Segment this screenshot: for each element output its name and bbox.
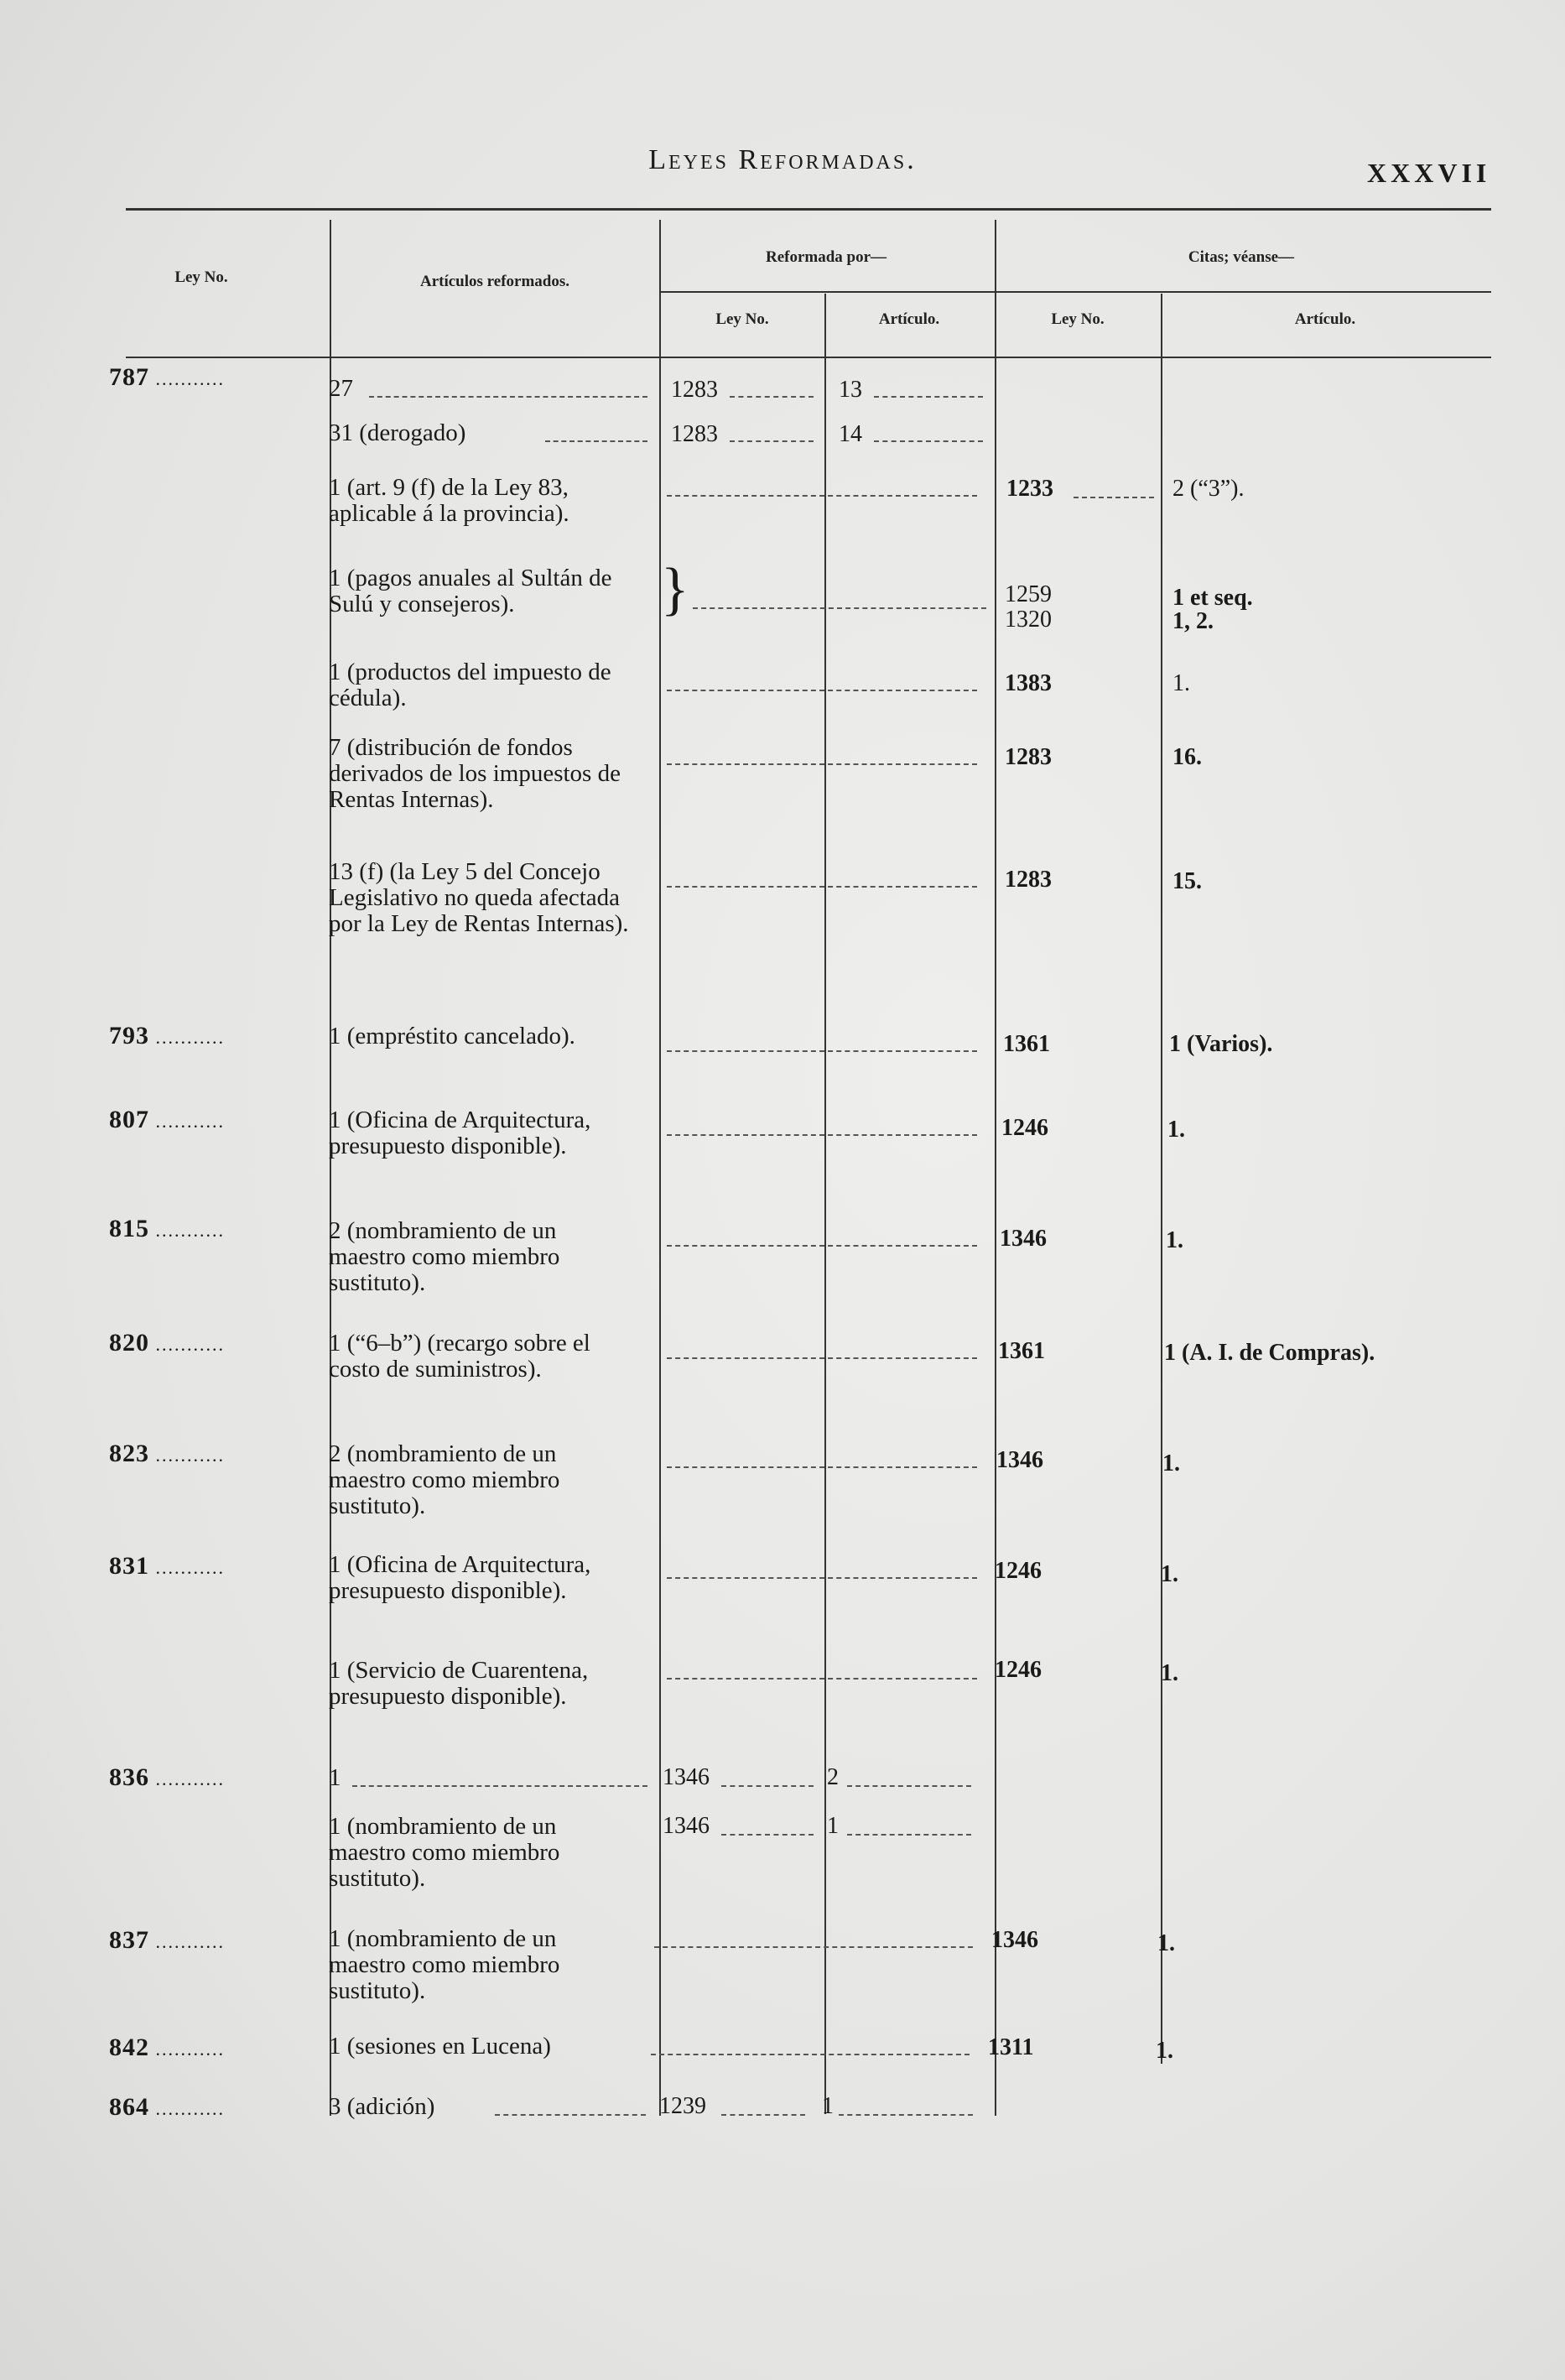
leader-dots <box>667 763 977 765</box>
law-number: 836 ..... <box>109 1763 225 1792</box>
cita-articulo: 1. <box>1166 1227 1183 1253</box>
law-number: 837 ..... <box>109 1926 225 1955</box>
cita-ley: 1259 <box>1005 581 1052 607</box>
cita-ley: 1311 <box>988 2034 1034 2060</box>
header-citas-ley-no: Ley No. <box>1051 310 1105 328</box>
cita-articulo: 1, 2. <box>1172 608 1214 634</box>
article-text: 1 (sesiones en Lucena) <box>329 2033 551 2060</box>
article-text: 1 <box>329 1764 341 1791</box>
reformada-articulo: 1 <box>827 1813 839 1839</box>
cita-ley: 1246 <box>1001 1115 1048 1141</box>
top-rule <box>126 208 1491 211</box>
leader-dots <box>667 1357 977 1359</box>
cita-ley: 1361 <box>1003 1031 1050 1057</box>
cita-articulo: 15. <box>1172 868 1202 894</box>
leader-dots <box>839 2114 973 2116</box>
article-text: 7 (distribución de fondos derivados de los impuestos de Rentas Internas). <box>329 734 621 813</box>
article-text: 1 (productos del impuesto de cédula). <box>329 659 611 711</box>
law-number: 793 ..... <box>109 1022 225 1050</box>
cita-ley: 1346 <box>1000 1226 1047 1252</box>
leader-dots <box>667 886 977 888</box>
leader-dots <box>667 1134 977 1136</box>
cita-ley: 1346 <box>991 1927 1038 1953</box>
leader-dots <box>721 1785 814 1787</box>
cita-articulo: 1. <box>1162 1450 1180 1476</box>
cita-articulo: 1. <box>1161 1561 1178 1587</box>
cita-articulo: 16. <box>1172 744 1202 770</box>
leader-dots <box>847 1785 971 1787</box>
article-text: 1 (Oficina de Arquitectura, presupuesto disponible). <box>329 1551 591 1604</box>
article-text: 1 (nombramiento de un maestro como miembro sustituto). <box>329 1813 560 1892</box>
header-citas: Citas; véanse— <box>1188 248 1295 266</box>
leader-dots <box>654 1946 973 1948</box>
leader-dots <box>730 396 814 398</box>
leader-dots <box>667 1466 977 1468</box>
header-articulos: Artículos reformados. <box>419 273 569 290</box>
cita-articulo: 2 (“3”). <box>1172 476 1245 502</box>
article-text: 27 <box>329 375 353 402</box>
article-text: 13 (f) (la Ley 5 del Concejo Legislativo no queda afectada por la Ley de Rentas Internas). <box>329 858 629 937</box>
reformada-ley: 1283 <box>671 377 718 403</box>
header-ley-no: Ley No. <box>174 268 228 286</box>
col-divider-4 <box>995 220 996 2116</box>
col-divider-2 <box>659 220 661 2116</box>
col-divider-3 <box>824 294 826 2114</box>
cita-articulo: 1 (A. I. de Compras). <box>1164 1340 1375 1366</box>
reformada-ley: 1283 <box>671 421 718 447</box>
cita-articulo: 1. <box>1172 670 1190 696</box>
cita-articulo: 1. <box>1167 1117 1185 1143</box>
leader-dots <box>874 396 983 398</box>
reformada-articulo: 1 <box>822 2093 834 2119</box>
header-reformada-por: Reformada por— <box>765 248 887 266</box>
leader-dots <box>1074 497 1154 498</box>
leader-dots <box>874 440 983 442</box>
reformada-articulo: 14 <box>839 421 862 447</box>
article-text: 1 (nombramiento de un maestro como miembro sustituto). <box>329 1925 560 2004</box>
cita-ley: 1361 <box>998 1338 1045 1364</box>
leader-dots <box>369 396 647 398</box>
leader-dots <box>495 2114 646 2116</box>
reformada-sub-rule <box>659 291 995 293</box>
leader-dots <box>721 2114 805 2116</box>
cita-articulo: 1. <box>1156 2038 1173 2064</box>
article-text: 1 (empréstito cancelado). <box>329 1023 575 1049</box>
leader-dots <box>667 1678 977 1680</box>
article-text: 1 (pagos anuales al Sultán de Sulú y consejeros). <box>329 565 612 617</box>
law-number: 842 ..... <box>109 2034 225 2062</box>
law-number: 823 ..... <box>109 1440 225 1468</box>
reformada-ley: 1239 <box>659 2093 706 2119</box>
cita-ley: 1246 <box>995 1558 1042 1584</box>
reformada-articulo: 2 <box>827 1764 839 1790</box>
article-text: 2 (nombramiento de un maestro como miembro sustituto). <box>329 1217 560 1296</box>
leader-dots <box>667 690 977 691</box>
leader-dots <box>667 1050 977 1052</box>
article-text: 1 (Servicio de Cuarentena, presupuesto disponible). <box>329 1657 589 1710</box>
leader-dots <box>693 607 986 609</box>
col-divider-5 <box>1161 294 1162 2064</box>
page-number: XXXVII <box>1367 158 1491 188</box>
article-text: 31 (derogado) <box>329 419 466 446</box>
reformada-articulo: 13 <box>839 377 862 403</box>
cita-ley: 1383 <box>1005 670 1052 696</box>
law-number: 820 ..... <box>109 1329 225 1357</box>
leader-dots <box>667 495 977 497</box>
cita-articulo: 1. <box>1157 1930 1175 1956</box>
leader-dots <box>667 1245 977 1247</box>
cita-ley: 1320 <box>1005 607 1052 633</box>
cita-ley: 1283 <box>1005 867 1052 893</box>
law-number: 831 ..... <box>109 1552 225 1581</box>
header-citas-articulo: Artículo. <box>1294 310 1356 328</box>
cita-ley: 1246 <box>995 1657 1042 1683</box>
article-text: 1 (Oficina de Arquitectura, presupuesto disponible). <box>329 1107 591 1159</box>
law-number: 787 ..... <box>109 363 225 392</box>
article-text: 1 (art. 9 (f) de la Ley 83, aplicable á la provincia). <box>329 474 569 527</box>
cita-articulo: 1. <box>1161 1660 1178 1686</box>
cita-ley: 1283 <box>1005 744 1052 770</box>
law-number: 815 ..... <box>109 1215 225 1243</box>
law-number: 807 ..... <box>109 1106 225 1134</box>
citas-sub-rule <box>995 291 1491 293</box>
cita-articulo: 1 et seq. <box>1172 585 1253 611</box>
law-number: 864 ..... <box>109 2093 225 2122</box>
leader-dots <box>352 1785 647 1787</box>
leader-dots <box>847 1834 971 1836</box>
leader-dots <box>545 440 647 442</box>
leader-dots <box>730 440 814 442</box>
cita-articulo: 1 (Varios). <box>1169 1031 1273 1057</box>
running-head: Leyes Reformadas. <box>648 144 917 175</box>
reformada-ley: 1346 <box>663 1813 710 1839</box>
reformada-ley: 1346 <box>663 1764 710 1790</box>
leader-dots <box>651 2054 970 2055</box>
cita-ley: 1346 <box>996 1447 1043 1473</box>
leader-dots <box>667 1577 977 1579</box>
article-text: 3 (adición) <box>329 2093 435 2120</box>
header-reformada-ley-no: Ley No. <box>715 310 769 328</box>
article-text: 2 (nombramiento de un maestro como miembro sustituto). <box>329 1440 560 1519</box>
article-text: 1 (“6–b”) (recargo sobre el costo de suministros). <box>329 1330 590 1383</box>
cita-ley: 1233 <box>1006 476 1053 502</box>
brace-open: } <box>661 557 689 622</box>
leader-dots <box>721 1834 814 1836</box>
header-reformada-articulo: Artículo. <box>878 310 940 328</box>
